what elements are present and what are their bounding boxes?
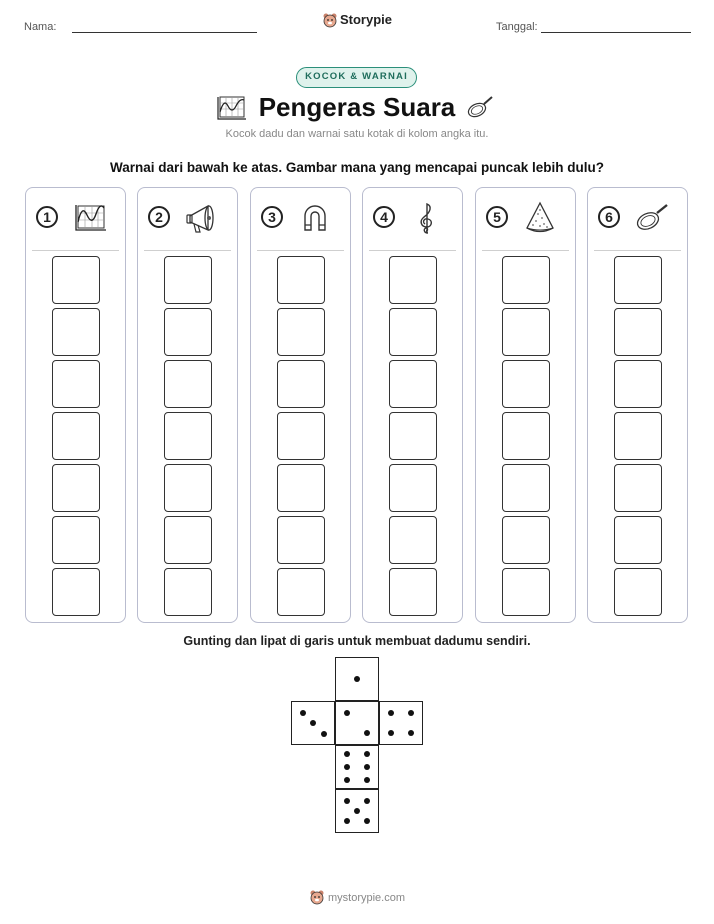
name-label: Nama: <box>24 21 57 33</box>
color-box[interactable] <box>389 568 437 616</box>
column-number: 5 <box>486 206 508 228</box>
dice-pip <box>408 730 414 736</box>
column-3 <box>250 187 351 623</box>
dice-face-5 <box>335 789 379 833</box>
color-box[interactable] <box>277 308 325 356</box>
color-box[interactable] <box>389 516 437 564</box>
color-box[interactable] <box>389 360 437 408</box>
dice-pip <box>388 710 394 716</box>
footer <box>0 889 714 905</box>
color-box[interactable] <box>164 256 212 304</box>
color-box[interactable] <box>389 256 437 304</box>
dice-pip <box>310 720 316 726</box>
color-box[interactable] <box>277 256 325 304</box>
dice-pip <box>300 710 306 716</box>
color-box[interactable] <box>52 568 100 616</box>
color-box[interactable] <box>52 516 100 564</box>
dice-pip <box>344 798 350 804</box>
dice-pip <box>364 777 370 783</box>
color-box[interactable] <box>502 256 550 304</box>
dice-pip <box>344 751 350 757</box>
column-1 <box>25 187 126 623</box>
dice-pip <box>321 731 327 737</box>
footer-url[interactable]: mystorypie.com <box>327 892 406 904</box>
column-number: 6 <box>598 206 620 228</box>
color-box[interactable] <box>164 568 212 616</box>
frying-pan-icon <box>466 94 494 120</box>
page-subtitle: Kocok dadu dan warnai satu kotak di kolom angka itu. <box>225 128 489 140</box>
dice-face-2 <box>335 701 379 745</box>
activity-badge: KOCOK & WARNAI <box>296 67 417 88</box>
color-box[interactable] <box>502 516 550 564</box>
dice-pip <box>344 764 350 770</box>
color-box[interactable] <box>277 464 325 512</box>
date-line[interactable] <box>541 32 691 33</box>
dice-pip <box>354 676 360 682</box>
color-box[interactable] <box>277 360 325 408</box>
dice-pip <box>388 730 394 736</box>
column-number: 4 <box>373 206 395 228</box>
color-box[interactable] <box>389 412 437 460</box>
column-4 <box>362 187 463 623</box>
dice-face-3 <box>291 701 335 745</box>
column-2 <box>137 187 238 623</box>
color-box[interactable] <box>614 412 662 460</box>
dice-pip <box>364 751 370 757</box>
storypie-mascot-icon <box>322 12 338 28</box>
color-box[interactable] <box>614 360 662 408</box>
color-box[interactable] <box>164 412 212 460</box>
color-box[interactable] <box>614 308 662 356</box>
cone-hat-icon <box>522 200 558 236</box>
color-box[interactable] <box>277 412 325 460</box>
color-box[interactable] <box>614 256 662 304</box>
color-box[interactable] <box>502 568 550 616</box>
dice-face-4 <box>379 701 423 745</box>
column-divider <box>257 250 344 251</box>
name-line[interactable] <box>72 32 257 33</box>
column-divider <box>482 250 569 251</box>
color-box[interactable] <box>52 360 100 408</box>
date-label: Tanggal: <box>496 21 538 33</box>
magnet-icon <box>297 200 333 236</box>
color-box[interactable] <box>52 256 100 304</box>
color-box[interactable] <box>389 308 437 356</box>
frying-pan-icon <box>634 200 670 236</box>
color-box[interactable] <box>389 464 437 512</box>
color-box[interactable] <box>277 516 325 564</box>
column-divider <box>32 250 119 251</box>
megaphone-icon <box>184 200 220 236</box>
dice-pip <box>344 710 350 716</box>
instruction-question: Warnai dari bawah ke atas. Gambar mana yang mencapai puncak lebih dulu? <box>110 160 604 175</box>
color-box[interactable] <box>164 464 212 512</box>
color-box[interactable] <box>614 568 662 616</box>
color-box[interactable] <box>164 308 212 356</box>
color-box[interactable] <box>502 412 550 460</box>
dice-pip <box>364 730 370 736</box>
column-number: 3 <box>261 206 283 228</box>
dice-face-6 <box>335 745 379 789</box>
dice-pip <box>354 808 360 814</box>
color-box[interactable] <box>164 516 212 564</box>
color-box[interactable] <box>502 308 550 356</box>
page-title: Pengeras Suara <box>258 92 456 122</box>
color-box[interactable] <box>502 464 550 512</box>
column-divider <box>144 250 231 251</box>
dice-pip <box>364 764 370 770</box>
color-box[interactable] <box>52 308 100 356</box>
color-box[interactable] <box>502 360 550 408</box>
chart-icon <box>72 200 108 236</box>
column-divider <box>594 250 681 251</box>
column-number: 2 <box>148 206 170 228</box>
dice-pip <box>364 798 370 804</box>
dice-pip <box>408 710 414 716</box>
color-box[interactable] <box>614 464 662 512</box>
dice-pip <box>344 777 350 783</box>
brand-logo <box>0 12 714 28</box>
storypie-mascot-icon <box>309 889 325 905</box>
cut-instruction: Gunting dan lipat di garis untuk membuat dadumu sendiri. <box>183 634 531 648</box>
dice-pip <box>364 818 370 824</box>
column-6 <box>587 187 688 623</box>
brand-name: Storypie <box>339 12 392 27</box>
treble-clef-icon <box>409 200 445 236</box>
column-divider <box>369 250 456 251</box>
color-box[interactable] <box>52 464 100 512</box>
column-5 <box>475 187 576 623</box>
color-box[interactable] <box>164 360 212 408</box>
dice-face-1 <box>335 657 379 701</box>
color-box[interactable] <box>614 516 662 564</box>
column-number: 1 <box>36 206 58 228</box>
color-box[interactable] <box>52 412 100 460</box>
color-box[interactable] <box>277 568 325 616</box>
dice-pip <box>344 818 350 824</box>
